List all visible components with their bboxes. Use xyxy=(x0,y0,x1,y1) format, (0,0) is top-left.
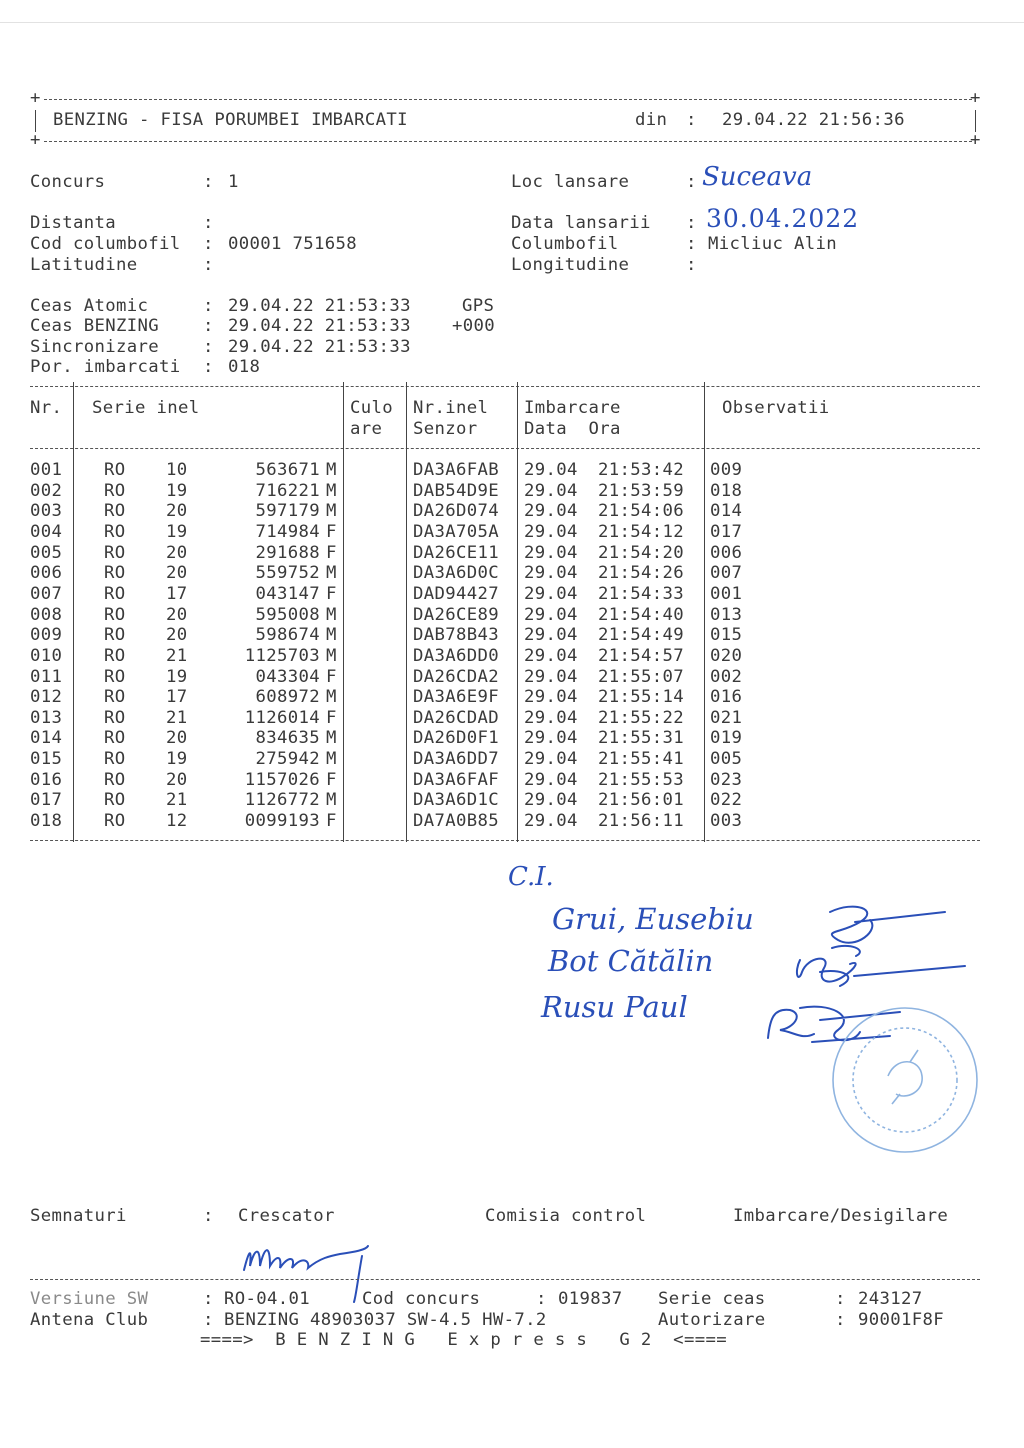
ceas-benzing-suffix: +000 xyxy=(452,316,496,336)
latitudine-colon: : xyxy=(203,255,214,275)
cell-data: 29.04 xyxy=(524,460,578,480)
cell-data: 29.04 xyxy=(524,521,578,542)
cell-senzor: DA26CE89 xyxy=(413,604,500,625)
cell-data: 29.04 xyxy=(524,563,578,584)
cell-data: 29.04 xyxy=(524,811,578,832)
cell-senzor: DA3A705A xyxy=(413,521,500,542)
cell-inel: 1157026 xyxy=(244,769,320,790)
cell-obs: 014 xyxy=(710,501,743,522)
ceas-benzing-colon: : xyxy=(203,316,214,336)
distanta-label: Distanta xyxy=(30,213,117,233)
cell-nr: 004 xyxy=(30,521,63,542)
cell-data: 29.04 xyxy=(524,583,578,604)
cell-tara: RO xyxy=(104,811,126,832)
data-lansarii-colon: : xyxy=(686,213,697,233)
cell-data: 29.04 xyxy=(524,480,578,501)
cell-an: 20 xyxy=(166,728,188,749)
serie-ceas-value: 243127 xyxy=(858,1289,923,1309)
header-imbarcare-1: Imbarcare xyxy=(524,398,621,418)
cell-nr: 008 xyxy=(30,604,63,625)
signature-scribble-1 xyxy=(830,907,945,956)
cod-concurs-value: 019837 xyxy=(558,1289,623,1309)
header-left-edge xyxy=(35,110,36,132)
cell-an: 20 xyxy=(166,604,188,625)
ceas-atomic-suffix: GPS xyxy=(462,296,495,316)
longitudine-colon: : xyxy=(686,255,697,275)
cell-an: 19 xyxy=(166,666,188,687)
cell-ora: 21:55:53 xyxy=(598,769,685,790)
cell-sex: M xyxy=(326,728,337,749)
cell-ora: 21:55:22 xyxy=(598,707,685,728)
header-right-edge xyxy=(975,110,976,132)
data-lansarii-value: 30.04.2022 xyxy=(706,204,860,233)
cell-inel: 597179 xyxy=(255,501,320,522)
col-divider-senzor xyxy=(517,382,518,842)
por-imbarcati-colon: : xyxy=(203,357,214,377)
cell-senzor: DA26CDAD xyxy=(413,707,500,728)
cell-inel: 043147 xyxy=(255,583,320,604)
cell-tara: RO xyxy=(104,542,126,563)
cell-an: 21 xyxy=(166,707,188,728)
cell-an: 17 xyxy=(166,583,188,604)
versiune-sw-value: RO-04.01 xyxy=(224,1289,311,1309)
cell-sex: M xyxy=(326,790,337,811)
cell-tara: RO xyxy=(104,707,126,728)
header-date-label: din xyxy=(635,110,668,130)
cell-inel: 714984 xyxy=(255,521,320,542)
table-header-rule xyxy=(30,448,980,449)
cell-inel: 716221 xyxy=(255,480,320,501)
cell-nr: 016 xyxy=(30,769,63,790)
cell-ora: 21:53:42 xyxy=(598,460,685,480)
header-date-colon: : xyxy=(686,110,697,130)
cell-tara: RO xyxy=(104,604,126,625)
col-divider-serie xyxy=(343,382,344,842)
header-corner-br: + xyxy=(970,130,981,150)
cell-nr: 013 xyxy=(30,707,63,728)
col-divider-culoare xyxy=(406,382,407,842)
cell-senzor: DA3A6FAF xyxy=(413,769,500,790)
cell-nr: 001 xyxy=(30,460,63,480)
cell-tara: RO xyxy=(104,687,126,708)
cell-senzor: DA26D0F1 xyxy=(413,728,500,749)
latitudine-label: Latitudine xyxy=(30,255,138,275)
header-nr-inel-1: Nr.inel xyxy=(413,398,489,418)
cell-senzor: DAD94427 xyxy=(413,583,500,604)
cell-data: 29.04 xyxy=(524,728,578,749)
concurs-value: 1 xyxy=(228,172,239,192)
antena-club-colon: : xyxy=(203,1310,214,1330)
sincronizare-colon: : xyxy=(203,337,214,357)
cell-ora: 21:54:33 xyxy=(598,583,685,604)
cell-nr: 017 xyxy=(30,790,63,811)
cell-ora: 21:54:57 xyxy=(598,645,685,666)
cell-nr: 012 xyxy=(30,687,63,708)
cell-obs: 018 xyxy=(710,480,743,501)
footer-rule xyxy=(30,1279,980,1280)
handwritten-name-3: Rusu Paul xyxy=(541,990,688,1024)
cell-sex: M xyxy=(326,460,337,480)
cell-an: 20 xyxy=(166,769,188,790)
cell-obs: 006 xyxy=(710,542,743,563)
cell-an: 21 xyxy=(166,645,188,666)
cell-senzor: DAB78B43 xyxy=(413,625,500,646)
cell-data: 29.04 xyxy=(524,501,578,522)
cell-ora: 21:54:20 xyxy=(598,542,685,563)
cell-nr: 009 xyxy=(30,625,63,646)
cell-senzor: DA3A6E9F xyxy=(413,687,500,708)
loc-lansare-label: Loc lansare xyxy=(511,172,630,192)
ceas-benzing-label: Ceas BENZING xyxy=(30,316,160,336)
cell-ora: 21:54:06 xyxy=(598,501,685,522)
antena-club-value: BENZING 48903037 SW-4.5 HW-7.2 xyxy=(224,1310,547,1330)
ceas-atomic-colon: : xyxy=(203,296,214,316)
cell-ora: 21:55:31 xyxy=(598,728,685,749)
cell-inel: 598674 xyxy=(255,625,320,646)
cell-inel: 608972 xyxy=(255,687,320,708)
cell-sex: F xyxy=(326,521,337,542)
cell-sex: M xyxy=(326,563,337,584)
columbofil-label: Columbofil xyxy=(511,234,619,254)
cell-tara: RO xyxy=(104,501,126,522)
header-nr-inel-2: Senzor xyxy=(413,419,478,439)
header-bottom-rule xyxy=(44,141,972,142)
cell-obs: 021 xyxy=(710,707,743,728)
columbofil-value: Micliuc Alin xyxy=(708,234,838,254)
cell-obs: 007 xyxy=(710,563,743,584)
cell-sex: M xyxy=(326,501,337,522)
cell-data: 29.04 xyxy=(524,707,578,728)
header-corner-tr: + xyxy=(970,88,981,108)
cell-sex: M xyxy=(326,604,337,625)
cell-tara: RO xyxy=(104,625,126,646)
concurs-label: Concurs xyxy=(30,172,106,192)
cell-an: 20 xyxy=(166,542,188,563)
cell-data: 29.04 xyxy=(524,542,578,563)
cod-columbofil-value: 00001 751658 xyxy=(228,234,358,254)
cell-an: 19 xyxy=(166,480,188,501)
cell-an: 21 xyxy=(166,790,188,811)
columbofil-colon: : xyxy=(686,234,697,254)
cell-an: 19 xyxy=(166,521,188,542)
cell-ora: 21:55:14 xyxy=(598,687,685,708)
cell-senzor: DA3A6DD0 xyxy=(413,645,500,666)
cell-sex: M xyxy=(326,480,337,501)
col-divider-nr xyxy=(73,382,74,842)
ceas-benzing-value: 29.04.22 21:53:33 xyxy=(228,316,411,336)
cell-inel: 834635 xyxy=(255,728,320,749)
cell-nr: 006 xyxy=(30,563,63,584)
header-imbarcare-2: Data Ora xyxy=(524,419,621,439)
cell-obs: 019 xyxy=(710,728,743,749)
loc-lansare-colon: : xyxy=(686,172,697,192)
cell-data: 29.04 xyxy=(524,769,578,790)
semnaturi-label: Semnaturi xyxy=(30,1206,127,1226)
cod-concurs-label: Cod concurs xyxy=(362,1289,481,1309)
cell-inel: 0099193 xyxy=(244,811,320,832)
cell-senzor: DA3A6D0C xyxy=(413,563,500,584)
cell-senzor: DA26CDA2 xyxy=(413,666,500,687)
cod-concurs-colon: : xyxy=(536,1289,547,1309)
cell-ora: 21:55:07 xyxy=(598,666,685,687)
cell-data: 29.04 xyxy=(524,790,578,811)
cell-data: 29.04 xyxy=(524,604,578,625)
cell-nr: 007 xyxy=(30,583,63,604)
header-observatii: Observatii xyxy=(722,398,830,418)
cell-senzor: DA3A6FAB xyxy=(413,460,500,480)
cell-sex: F xyxy=(326,666,337,687)
col-divider-imbarcare xyxy=(704,382,705,842)
autorizare-label: Autorizare xyxy=(658,1310,766,1330)
cell-inel: 1126014 xyxy=(244,707,320,728)
header-serie-inel: Serie inel xyxy=(92,398,200,418)
cell-ora: 21:54:40 xyxy=(598,604,685,625)
antena-club-label: Antena Club xyxy=(30,1310,149,1330)
cell-inel: 1126772 xyxy=(244,790,320,811)
cell-inel: 559752 xyxy=(255,563,320,584)
cell-obs: 020 xyxy=(710,645,743,666)
cell-data: 29.04 xyxy=(524,666,578,687)
data-lansarii-label: Data lansarii xyxy=(511,213,651,233)
cell-obs: 017 xyxy=(710,521,743,542)
cell-an: 20 xyxy=(166,625,188,646)
concurs-colon: : xyxy=(203,172,214,192)
cod-columbofil-colon: : xyxy=(203,234,214,254)
cell-data: 29.04 xyxy=(524,625,578,646)
cell-senzor: DA26CE11 xyxy=(413,542,500,563)
cell-nr: 010 xyxy=(30,645,63,666)
cell-tara: RO xyxy=(104,769,126,790)
club-stamp-icon xyxy=(833,1008,977,1152)
cell-data: 29.04 xyxy=(524,687,578,708)
versiune-sw-colon: : xyxy=(203,1289,214,1309)
cell-tara: RO xyxy=(104,460,126,480)
cell-obs: 005 xyxy=(710,749,743,770)
cell-sex: F xyxy=(326,769,337,790)
cell-obs: 015 xyxy=(710,625,743,646)
loc-lansare-value: Suceava xyxy=(702,162,813,192)
cell-ora: 21:54:49 xyxy=(598,625,685,646)
cell-sex: F xyxy=(326,583,337,604)
cell-ora: 21:56:01 xyxy=(598,790,685,811)
cell-tara: RO xyxy=(104,790,126,811)
cell-ora: 21:56:11 xyxy=(598,811,685,832)
por-imbarcati-value: 018 xyxy=(228,357,261,377)
cell-data: 29.04 xyxy=(524,749,578,770)
cell-inel: 291688 xyxy=(255,542,320,563)
ceas-atomic-label: Ceas Atomic xyxy=(30,296,149,316)
handwritten-name-1: Grui, Eusebiu xyxy=(552,902,754,936)
cell-tara: RO xyxy=(104,728,126,749)
cell-tara: RO xyxy=(104,666,126,687)
cell-obs: 022 xyxy=(710,790,743,811)
cell-ora: 21:53:59 xyxy=(598,480,685,501)
handwritten-name-2: Bot Cătălin xyxy=(548,944,714,978)
cell-data: 29.04 xyxy=(524,645,578,666)
cell-sex: M xyxy=(326,749,337,770)
cell-senzor: DA3A6DD7 xyxy=(413,749,500,770)
cell-senzor: DA26D074 xyxy=(413,501,500,522)
versiune-sw-label: Versiune SW xyxy=(30,1289,149,1309)
cell-obs: 002 xyxy=(710,666,743,687)
cell-inel: 563671 xyxy=(255,460,320,480)
cell-obs: 016 xyxy=(710,687,743,708)
cell-sex: F xyxy=(326,542,337,563)
cod-columbofil-label: Cod columbofil xyxy=(30,234,181,254)
cell-nr: 015 xyxy=(30,749,63,770)
cell-nr: 005 xyxy=(30,542,63,563)
ceas-atomic-value: 29.04.22 21:53:33 xyxy=(228,296,411,316)
cell-senzor: DA3A6D1C xyxy=(413,790,500,811)
table-bottom-rule xyxy=(30,840,980,841)
cell-nr: 014 xyxy=(30,728,63,749)
cell-an: 20 xyxy=(166,563,188,584)
cell-obs: 009 xyxy=(710,460,743,480)
cell-an: 19 xyxy=(166,749,188,770)
header-nr: Nr. xyxy=(30,398,63,418)
cell-tara: RO xyxy=(104,645,126,666)
cell-obs: 003 xyxy=(710,811,743,832)
cell-tara: RO xyxy=(104,563,126,584)
cell-inel: 043304 xyxy=(255,666,320,687)
header-corner-tl: + xyxy=(30,88,41,108)
scan-edge xyxy=(0,22,1024,23)
cell-nr: 018 xyxy=(30,811,63,832)
por-imbarcati-label: Por. imbarcati xyxy=(30,357,181,377)
autorizare-colon: : xyxy=(835,1310,846,1330)
header-culoare-1: Culo xyxy=(350,398,394,418)
cell-sex: M xyxy=(326,687,337,708)
cell-senzor: DA7A0B85 xyxy=(413,811,500,832)
cell-obs: 023 xyxy=(710,769,743,790)
cell-tara: RO xyxy=(104,749,126,770)
cell-ora: 21:55:41 xyxy=(598,749,685,770)
commission-signatures-graphic xyxy=(760,890,990,1160)
cell-sex: F xyxy=(326,811,337,832)
cell-sex: M xyxy=(326,645,337,666)
header-date-value: 29.04.22 21:56:36 xyxy=(722,110,905,130)
page-title: BENZING - FISA PORUMBEI IMBARCATI xyxy=(53,110,408,130)
cell-an: 20 xyxy=(166,501,188,522)
cell-inel: 1125703 xyxy=(244,645,320,666)
header-top-rule xyxy=(44,99,972,100)
cell-nr: 003 xyxy=(30,501,63,522)
cell-obs: 013 xyxy=(710,604,743,625)
benzing-express-banner: ====> B E N Z I N G E x p r e s s G 2 <==== xyxy=(200,1330,727,1350)
cell-tara: RO xyxy=(104,583,126,604)
table-top-rule xyxy=(30,386,980,387)
cell-sex: F xyxy=(326,707,337,728)
signature-scribble-2 xyxy=(797,959,965,986)
autorizare-value: 90001F8F xyxy=(858,1310,945,1330)
cell-tara: RO xyxy=(104,480,126,501)
distanta-colon: : xyxy=(203,213,214,233)
cell-sex: M xyxy=(326,625,337,646)
handwritten-ci: C.I. xyxy=(508,862,554,892)
cell-ora: 21:54:26 xyxy=(598,563,685,584)
comisia-control-label: Comisia control xyxy=(485,1206,647,1226)
imbarcare-desigilare-label: Imbarcare/Desigilare xyxy=(733,1206,949,1226)
cell-nr: 002 xyxy=(30,480,63,501)
cell-an: 17 xyxy=(166,687,188,708)
longitudine-label: Longitudine xyxy=(511,255,630,275)
crescator-label: Crescator xyxy=(238,1206,335,1226)
cell-nr: 011 xyxy=(30,666,63,687)
cell-ora: 21:54:12 xyxy=(598,521,685,542)
cell-obs: 001 xyxy=(710,583,743,604)
cell-tara: RO xyxy=(104,521,126,542)
sincronizare-label: Sincronizare xyxy=(30,337,160,357)
serie-ceas-label: Serie ceas xyxy=(658,1289,766,1309)
header-culoare-2: are xyxy=(350,419,383,439)
cell-an: 10 xyxy=(166,460,188,480)
serie-ceas-colon: : xyxy=(835,1289,846,1309)
semnaturi-colon: : xyxy=(203,1206,214,1226)
header-corner-bl: + xyxy=(30,130,41,150)
cell-an: 12 xyxy=(166,811,188,832)
cell-inel: 275942 xyxy=(255,749,320,770)
cell-senzor: DAB54D9E xyxy=(413,480,500,501)
cell-inel: 595008 xyxy=(255,604,320,625)
sincronizare-value: 29.04.22 21:53:33 xyxy=(228,337,411,357)
